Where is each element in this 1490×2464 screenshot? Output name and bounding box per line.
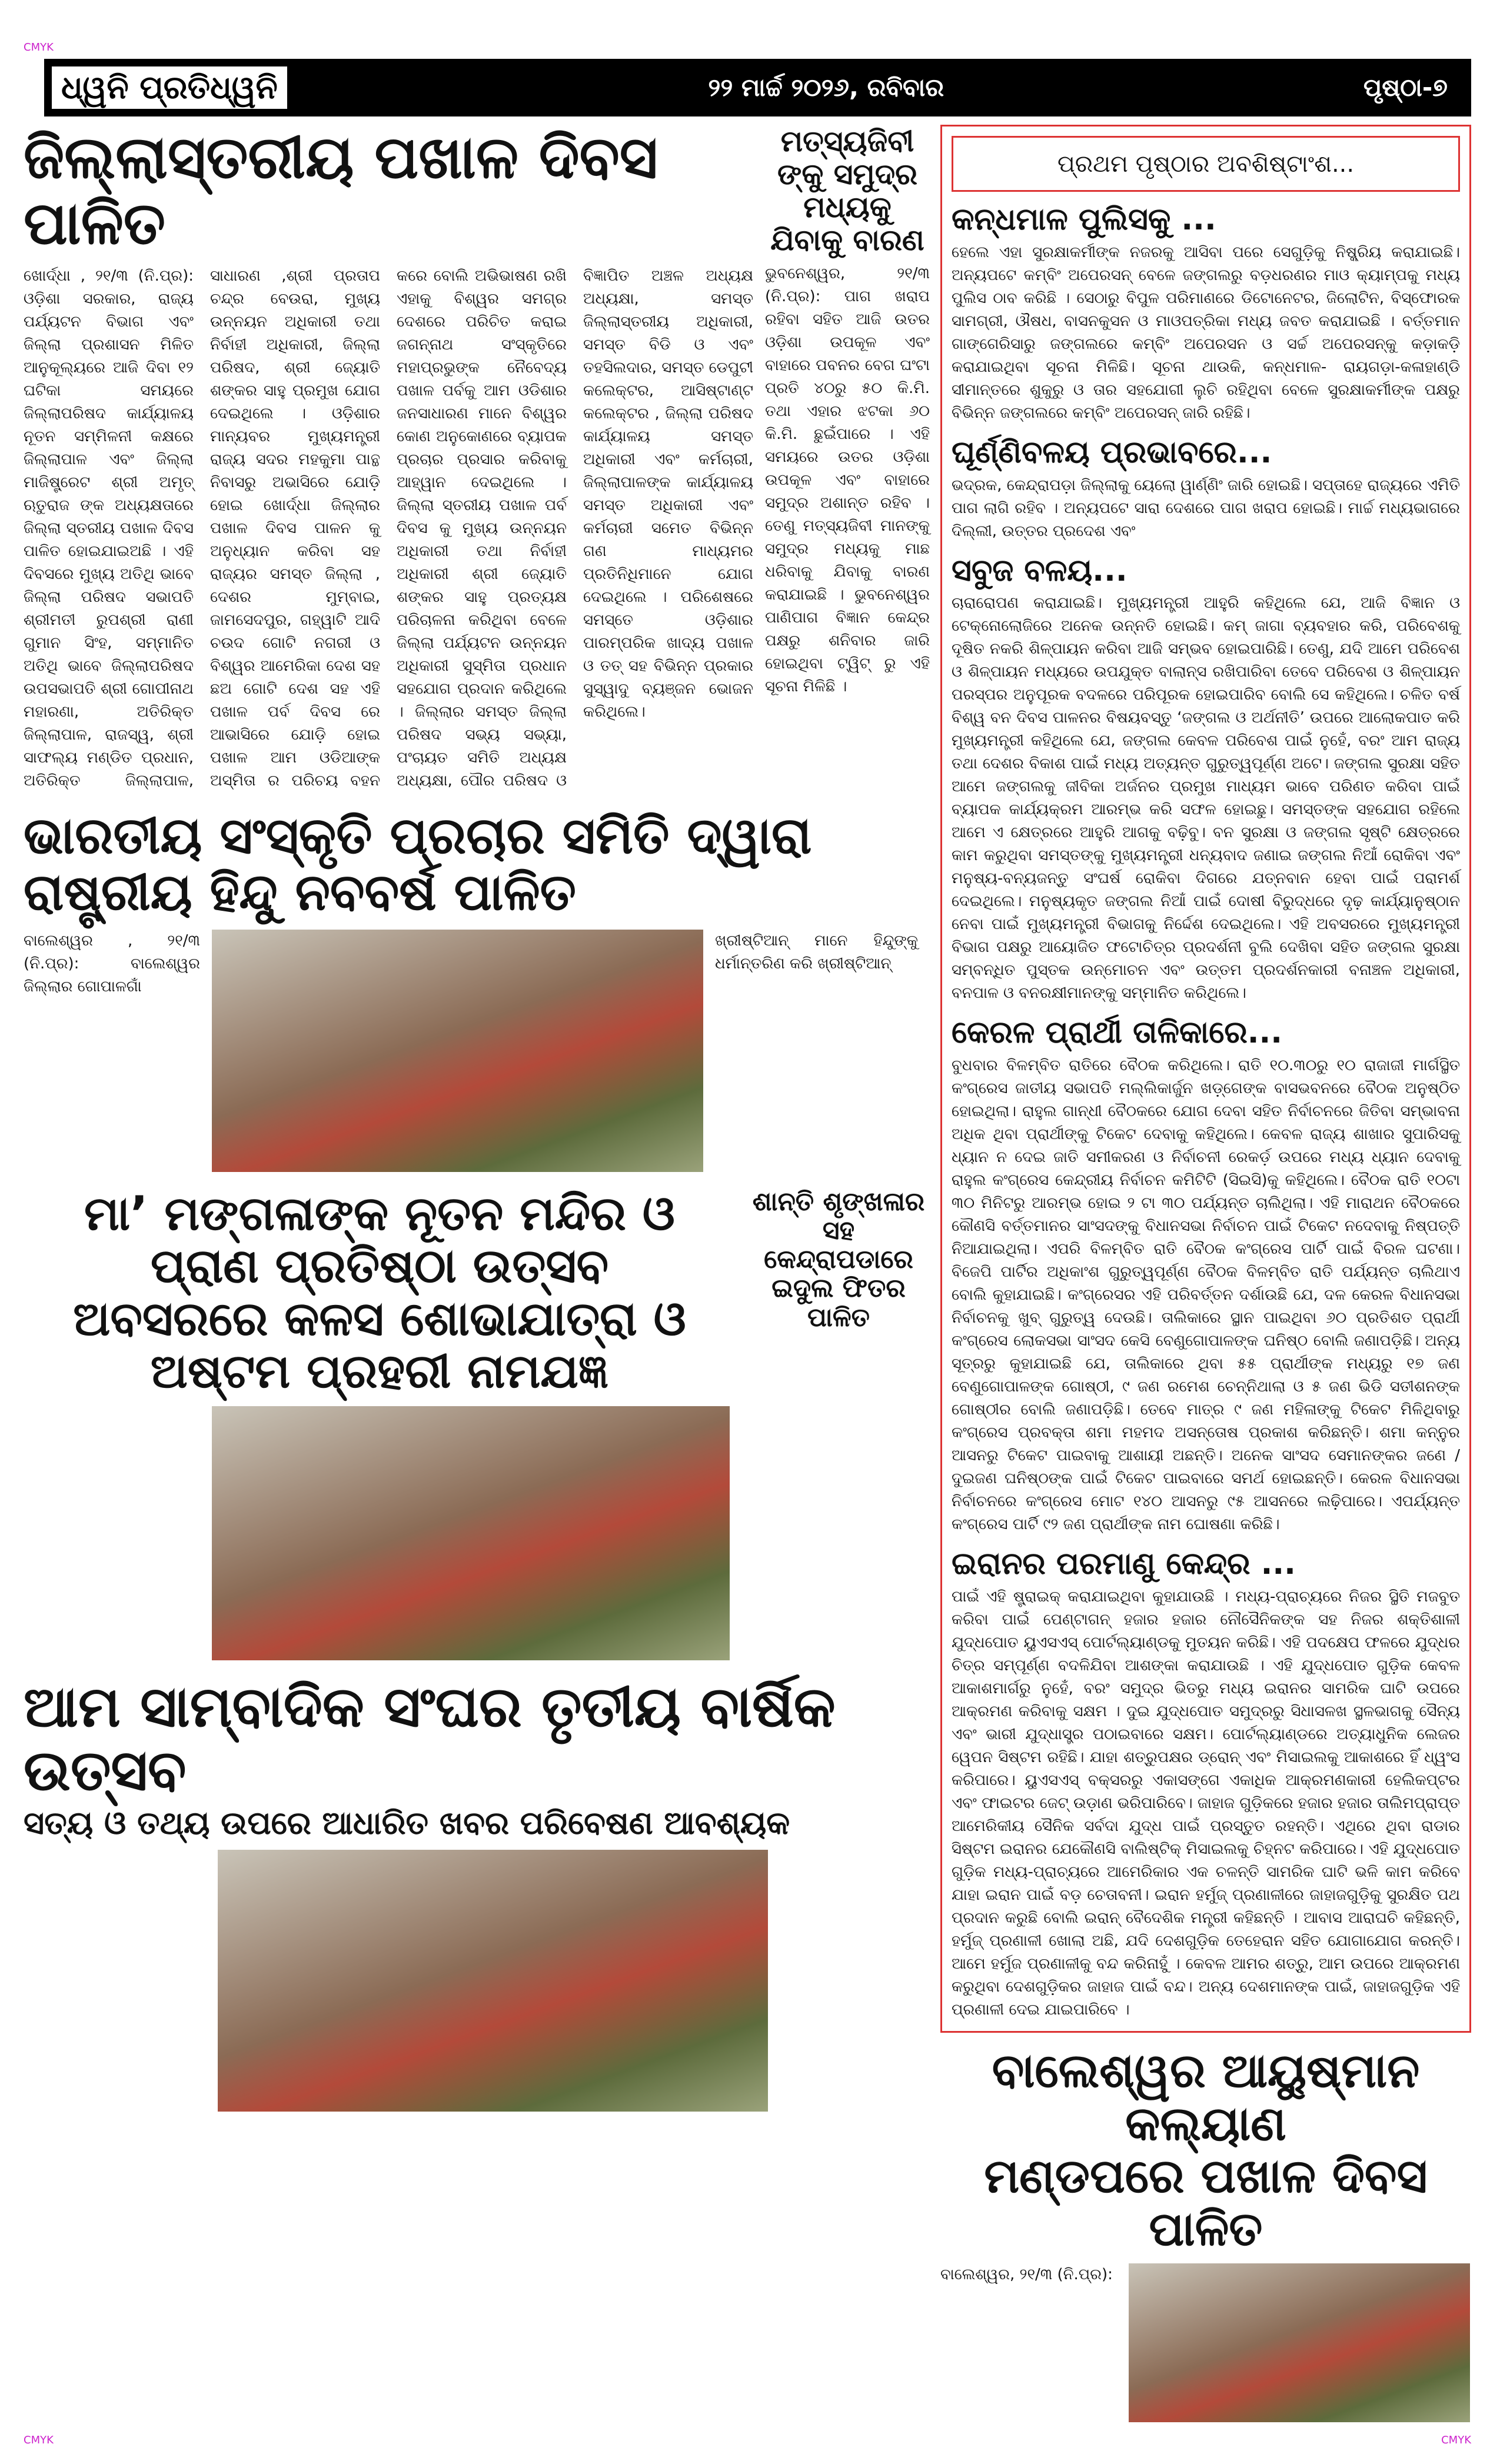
continued-body: ବୁଧବାର ବିଳମ୍ବିତ ରାତିରେ ବୈଠକ କରିଥିଲେ। ରାତି ୧୦.୩୦ରୁ ୧୦ ରାଜାଜୀ ମାର୍ଗସ୍ଥିତ କଂଗ୍ରେସ ଜାତୀୟ ସଭାପତି ମଲ୍ଲିକାର୍ଜୁନ ଖଡ଼୍‌ଗେଙ୍କ ବାସଭବନରେ ବୈଠକ ଅନୁଷ୍ଠିତ ହୋଇଥିଲା। ରାହୁଲ ଗାନ୍ଧୀ ବୈଠକରେ ଯୋଗ ଦେବା ସହିତ ନିର୍ବାଚନରେ ଜିତିବା ସମ୍ଭାବନା ଅଧିକ ଥିବା ପ୍ରାର୍ଥୀଙ୍କୁ ଟିକେଟ ଦେବାକୁ କହିଥିଲେ। କେବଳ ରାଜ୍ୟ ଶାଖାର ସୁପାରିସକୁ ଧ୍ୟାନ ନ ଦେଇ ଜାତି ସମୀକରଣ ଓ ନିର୍ବାଚନୀ ରେକର୍ଡ଼ ଉପରେ ମଧ୍ୟ ଧ୍ୟାନ ଦେବାକୁ ରାହୁଲ କଂଗ୍ରେସ କେନ୍ଦ୍ରୀୟ ନିର୍ବାଚନ କମିଟିଟି (ସିଇସି)କୁ କହିଥିଲେ। ବୈଠକ ରାତି ୧୦ଟା ୩୦ ମିନିଟରୁ ଆରମ୍ଭ ହୋଇ ୨ ଟା ୩୦ ପର୍ଯ୍ୟନ୍ତ ଚାଲିଥିଲା। ଏହି ମାରାଥନ ବୈଠକରେ କୌଣସି ବର୍ତ୍ତମାନର ସାଂସଦଙ୍କୁ ବିଧାନସଭା ନିର୍ବାଚନ ପାଇଁ ଟିକେଟ ନଦେବାକୁ ନିଷ୍ପତ୍ତି ନିଆଯାଇଥିଲା। ଏପରି ବିଳମ୍ବିତ ରାତି ବୈଠକ କଂଗ୍ରେସ ପାର୍ଟି ପାଇଁ ବିରଳ ଘଟଣା। ବିଜେପି ପାର୍ଟିର ଅଧିକାଂଶ ଗୁରୁତ୍ୱପୂର୍ଣ୍ଣ ବୈଠକ ବିଳମ୍ବିତ ରାତି ପର୍ଯ୍ୟନ୍ତ ଚାଲିଥାଏ ବୋଲି କୁହାଯାଇଛି। କଂଗ୍ରେସର ଏହି ପରିବର୍ତ୍ତନ ଦର୍ଶାଉଛି ଯେ, ଦଳ କେରଳ ବିଧାନସଭା ନିର୍ବାଚନକୁ ଖୁବ୍ ଗୁରୁତ୍ୱ ଦେଉଛି। ତାଲିକାରେ ସ୍ଥାନ ପାଇଥିବା ୬୦ ପ୍ରତିଶତ ପ୍ରାର୍ଥୀ କଂଗ୍ରେସ ଲୋକସଭା ସାଂସଦ କେସି ବେଣୁଗୋପାଳଙ୍କ ଘନିଷ୍ଠ ବୋଲି ଜଣାପଡ଼ିଛି। ଅନ୍ୟ ସୂତ୍ରରୁ କୁହାଯାଇଛି ଯେ, ତାଲିକାରେ ଥିବା ୫୫ ପ୍ରାର୍ଥୀଙ୍କ ମଧ୍ୟରୁ ୧୭ ଜଣ ବେଣୁଗୋପାଳଙ୍କ ଗୋଷ୍ଠୀ, ୯ ଜଣ ରମେଶ ଚେନ୍ନିଥାଲା ଓ ୫ ଜଣ ଭିଡି ସତୀଶନଙ୍କ ଗୋଷ୍ଠୀର ବୋଲି ଜଣାପଡ଼ିଛି। ତେବେ ମାତ୍ର ୯ ଜଣ ମହିଳାଙ୍କୁ ଟିକେଟ ମିଳିଥିବାରୁ କଂଗ୍ରେସ ପ୍ରବକ୍ତା ଶମା ମହମଦ ଅସନ୍ତୋଷ ପ୍ରକାଶ କରିଛନ୍ତି। ଶମା କନ୍ନୁର ଆସନରୁ ଟିକେଟ ପାଇବାକୁ ଆଶାୟୀ ଅଛନ୍ତି। ଅନେକ ସାଂସଦ ସେମାନଙ୍କର ଜଣେ /ଦୁଇଜଣ ଘନିଷ୍ଠଙ୍କ ପାଇଁ ଟିକେଟ ପାଇବାରେ ସମର୍ଥ ହୋଇଛନ୍ତି। କେରଳ ବିଧାନସଭା ନିର୍ବାଚନରେ କଂଗ୍ରେସ ମୋଟ ୧୪୦ ଆସନରୁ ୯୫ ଆସନରେ ଲଢ଼ିପାରେ। ଏପର୍ଯ୍ୟନ୍ତ କଂଗ୍ରେସ ପାର୍ଟି ୯୨ ଜଣ ପ୍ରାର୍ଥୀଙ୍କ ନାମ ଘୋଷଣା କରିଛି। — [952, 1057, 1460, 1534]
continued-headline: କନ୍ଧମାଳ ପୁଲିସକୁ ... — [952, 202, 1216, 237]
continued-title: ପ୍ରଥମ ପୃଷ୍ଠାର ଅବଶିଷ୍ଟାଂଶ... — [952, 136, 1460, 192]
page-number: ପୃଷ୍ଠା-୭ — [1363, 73, 1448, 102]
continued-item — [952, 1547, 1460, 2022]
headline-ayushman-1: ବାଲେଶ୍ୱର ଆୟୁଷ୍ମାନ କଲ୍ୟାଣ — [992, 2043, 1420, 2151]
headline-fishermen: ମତ୍ସ୍ୟଜିବୀଙ୍କୁ ସମୁଦ୍ର ମଧ୍ୟକୁ ଯିବାକୁ ବାରଣ — [770, 124, 924, 257]
masthead — [44, 59, 1471, 116]
continued-item — [952, 1015, 1460, 1536]
article-navavarsha-body: ବାଲେଶ୍ୱର , ୨୧/୩ (ନି.ପ୍ର): ବାଲେଶ୍ୱର ଜିଲ୍ଲାର ଗୋପାଳଗାଁ — [24, 931, 200, 995]
headline-navavarsha: ଭାରତୀୟ ସଂସ୍କୃତି ପ୍ରଚାର ସମିତି ଦ୍ୱାରା ରାଷ୍ଟ୍ରୀୟ ହିନ୍ଦୁ ନବବର୍ଷ ପାଳିତ — [24, 807, 812, 923]
photo-sangha-event — [218, 1850, 768, 2112]
photo-kalasa-procession — [212, 1406, 730, 1660]
left-section — [24, 125, 930, 2127]
continued-headline: କେରଳ ପ୍ରାର୍ଥୀ ତାଳିକାରେ... — [952, 1015, 1283, 1051]
continued-headline: ଇରାନର ପରମାଣୁ କେନ୍ଦ୍ର ... — [952, 1546, 1296, 1582]
headline-id: ଶାନ୍ତି ଶୃଙ୍ଖଳାର ସହ କେନ୍ଦ୍ରାପଡାରେ ଇଦୁଲ ଫିତର ପାଳିତ — [752, 1186, 925, 1333]
issue-date: ୨୨ ମାର୍ଚ୍ଚ ୨୦୨୬, ରବିବାର — [708, 73, 944, 102]
continued-headline: ଘୂର୍ଣ୍ଣିବଳୟ ପ୍ରଭାବରେ... — [952, 434, 1272, 470]
headline-mangala-2: ଅବସରରେ କଳସ ଶୋଭାଯାତ୍ରା ଓ ଅଷ୍ଟମ ପ୍ରହରୀ ନାମଯଜ୍ଞ — [73, 1291, 686, 1399]
continued-headline: ସବୁଜ ବଳୟ... — [952, 552, 1128, 588]
subheadline-sangha: ସତ୍ୟ ଓ ତଥ୍ୟ ଉପରେ ଆଧାରିତ ଖବର ପରିବେଷଣ ଆବଶ୍ୟକ — [24, 1804, 790, 1842]
headline-pakhala: ଜିଲ୍ଲାସ୍ତରୀୟ ପଖାଳ ଦିବସ ପାଳିତ — [24, 123, 658, 258]
article-ayushman — [940, 2045, 1471, 2422]
headline-mangala-1: ମା’ ମଙ୍ଗଳାଙ୍କ ନୂତନ ମନ୍ଦିର ଓ ପ୍ରାଣ ପ୍ରତିଷ୍ଠା ଉତ୍ସବ — [84, 1186, 675, 1294]
article-fishermen-body: ଭୁବନେଶ୍ୱର, ୨୧/୩ (ନି.ପ୍ର): ପାଗ ଖରାପ ରହିବା ସହିତ ଆଜି ଉତର ଓଡ଼ିଶା ଉପକୂଳ ଏବଂ ବାହାରେ ପବନର ବେଗ ଘଂଟା ପ୍ରତି ୪୦ରୁ ୫୦ କି.ମି. ତଥା ଏହାର ଝଟକା ୬୦ କି.ମି. ଛୁଇଁପାରେ । ଏହି ସମୟରେ ଉତର ଓଡ଼ିଶା ଉପକୂଳ ଏବଂ ବାହାରେ ସମୁଦ୍ର ଅଶାନ୍ତ ରହିବ । ତେଣୁ ମତ୍ସ୍ୟଜିବୀ ମାନଙ୍କୁ ସମୁଦ୍ର ମଧ୍ୟକୁ ମାଛ ଧରିବାକୁ ଯିବାକୁ ବାରଣ କରାଯାଇଛି । ଭୁବନେଶ୍ୱର ପାଣିପାଗ ବିଜ୍ଞାନ କେନ୍ଦ୍ର ପକ୍ଷରୁ ଶନିବାର ଜାରି ହୋଇଥିବା ଟ୍ୱିଟ୍ ରୁ ଏହି ସୂଚନା ମିଳିଛି । — [765, 265, 930, 695]
article-navavarsha-body-right: ଖ୍ରୀଷ୍ଟିଆନ୍ ମାନେ ହିନ୍ଦୁଙ୍କୁ ଧର୍ମାନ୍ତରିଣ କରି ଖ୍ରୀଷ୍ଟିଆନ୍ — [715, 931, 918, 973]
continued-item — [952, 202, 1460, 425]
article-mangala — [24, 1187, 736, 1660]
continued-item — [952, 435, 1460, 543]
continued-body: ହେଲେ ଏହା ସୁରକ୍ଷାକର୍ମୀଙ୍କ ନଜରକୁ ଆସିବା ପରେ ସେଗୁଡ଼ିକୁ ନିଷ୍କ୍ରିୟ କରାଯାଇଛି। ଅନ୍ୟପଟେ କମ୍ବିଂ ଅପେରସନ୍ ବେଳେ ଜଙ୍ଗଲରୁ ବଡ଼ଧରଣର ମାଓ କ୍ୟାମ୍ପକୁ ମଧ୍ୟ ପୁଲିସ ଠାବ କରିଛି । ସେଠାରୁ ବିପୁଳ ପରିମାଣରେ ଡିଟୋନେଟର, ଜିଲୋଟିନ, ବିସ୍ଫୋରକ ସାମଗ୍ରୀ, ଔଷଧ, ବାସନକୁସନ ଓ ମାଓପତ୍ରିକା ମଧ୍ୟ ଜବତ କରାଯାଇଛି । ବର୍ତ୍ତମାନ ଗାଙ୍ଗେରିସାରୁ ଜଙ୍ଗଲରେ କମ୍ବିଂ ଅପେରସନ ଓ ସର୍ଚ୍ଚ ଅପେରସନ୍‌କୁ କଡ଼ାକଡ଼ି କରାଯାଇଥିବା ସୂଚନା ମିଳିଛି। ସୂଚନା ଥାଉକି, କନ୍ଧମାଳ- ରାୟଗଡ଼ା-କଳାହାଣ୍ଡି ସୀମାନ୍ତରେ ଶୁକୁରୁ ଓ ତାର ସହଯୋଗୀ ଲୁଚି ରହିଥିବା ବେଳେ ସୁରକ୍ଷାକର୍ମୀଙ୍କ ପକ୍ଷରୁ ବିଭିନ୍ନ ଜଙ୍ଗଲରେ କମ୍ବିଂ ଅପେରସନ୍ ଜାରି ରହିଛି। — [952, 243, 1460, 422]
article-navavarsha — [24, 808, 930, 1172]
article-pakhala-body: ଖୋର୍ଦ୍ଧା , ୨୧/୩ (ନି.ପ୍ର): ଓଡ଼ିଶା ସରକାର, ରାଜ୍ୟ ପର୍ଯ୍ୟଟନ ବିଭାଗ ଏବଂ ଜିଲ୍ଲା ପ୍ରଶାସନ ମିଳିତ ଆନୁକୂଲ୍ୟରେ ଆଜି ଦିବା ୧୨ ଘଟିକା ସମୟରେ ଜିଲ୍ଲାପରିଷଦ କାର୍ଯ୍ୟାଳୟ ନୂତନ ସମ୍ମିଳନୀ କକ୍ଷରେ ଜିଲ୍ଲାପାଳ ଏବଂ ଜିଲ୍ଲା ମାଜିଷ୍ଟ୍ରେଟ ଶ୍ରୀ ଅମୃତ୍ ଋତୁରାଜ ଙ୍କ ଅଧ୍ୟକ୍ଷତାରେ ଜିଲ୍ଲା ସ୍ତରୀୟ ପଖାଳ ଦିବସ ପାଳିତ ହୋଇଯାଇଅଛି । ଏହି ଦିବସରେ ମୁଖ୍ୟ ଅତିଥି ଭାବେ ଜିଲ୍ଲା ପରିଷଦ ସଭାପତି ଶ୍ରୀମତୀ ରୁପଶ୍ରୀ ରାଣୀ ଗୁମାନ ସିଂହ, ସମ୍ମାନିତ ଅତିଥି ଭାବେ ଜିଲ୍ଲାପରିଷଦ ଉପସଭାପତି ଶ୍ରୀ ଗୋପୀନାଥ ମହାରଣା, ଅତିରିକ୍ତ ଜିଲ୍ଲାପାଳ, ରାଜସ୍ୱ, ଶ୍ରୀ ସାଫଲ୍ୟ ମଣ୍ଡିତ ପ୍ରଧାନ, ଅତିରିକ୍ତ ଜିଲ୍ଲାପାଳ, ସାଧାରଣ ,ଶ୍ରୀ ପ୍ରତାପ ଚନ୍ଦ୍ର ବେଉରା, ମୁଖ୍ୟ ଉନ୍ନୟନ ଅଧିକାରୀ ତଥା ନିର୍ବାହୀ ଅଧିକାରୀ, ଜିଲ୍ଲା ପରିଷଦ, ଶ୍ରୀ ଜ୍ୟୋତି ଶଙ୍କର ସାହୁ ପ୍ରମୁଖ ଯୋଗ ଦେଇଥିଲେ । ଓଡ଼ିଶାର ମାନ୍ୟବର ମୁଖ୍ୟମନ୍ତ୍ରୀ ରାଜ୍ୟ ସଦର ମହକୁମା ପାନ୍ଥ ନିବାସରୁ ଅଭାସିରେ ଯୋଡ଼ି ହୋଇ ଖୋର୍ଦ୍ଧା ଜିଲ୍ଲାର ପଖାଳ ଦିବସ ପାଳନ କୁ ଅନୁଧ୍ୟାନ କରିବା ସହ ରାଜ୍ୟର ସମସ୍ତ ଜିଲ୍ଲା , ଦେଶର ମୁମ୍ବାଇ, ଜାମସେଦପୁର, ଗହ୍ୱାଟି ଆଦି ଚଉଦ ଗୋଟି ନଗରୀ ଓ ବିଶ୍ୱର ଆମେରିକା ଦେଶ ସହ ଛଅ ଗୋଟି ଦେଶ ସହ ଏହି ପଖାଳ ପର୍ବ ଦିବସ ରେ ଆଭାସିରେ ଯୋଡ଼ି ହୋଇ ପଖାଳ ଆମ ଓଡିଆଙ୍କ ଅସ୍ମିତା ର ପରିଚୟ ବହନ କରେ ବୋଲି ଅଭିଭାଷଣ ରଖି ଏହାକୁ ବିଶ୍ୱର ସମଗ୍ର ଦେଶରେ ପରିଚିତ କରାଇ ଜଗନ୍ନାଥ ସଂସ୍କୃତିରେ ମହାପ୍ରଭୁଙ୍କ ନୈବେଦ୍ୟ ପଖାଳ ପର୍ବକୁ ଆମ ଓଡିଶାର ଜନସାଧାରଣ ମାନେ ବିଶ୍ୱର କୋଣ ଅନୁକୋଣରେ ବ୍ୟାପକ ପ୍ରଚାର ପ୍ରସାର କରିବାକୁ ଆହ୍ୱାନ ଦେଇଥିଲେ । ଜିଲ୍ଲା ସ୍ତରୀୟ ପଖାଳ ପର୍ବ ଦିବସ କୁ ମୁଖ୍ୟ ଉନ୍ନୟନ ଅଧିକାରୀ ତଥା ନିର୍ବାହୀ ଅଧିକାରୀ ଶ୍ରୀ ଜ୍ୟୋତି ଶଙ୍କର ସାହୁ ପ୍ରତ୍ୟକ୍ଷ ପରିଚାଳନା କରିଥିବା ବେଳେ ଜିଲ୍ଲା ପର୍ଯ୍ୟଟନ ଉନ୍ନୟନ ଅଧିକାରୀ ସୁସ୍ମିତା ପ୍ରଧାନ ସହଯୋଗ ପ୍ରଦାନ କରିଥିଲେ । ଜିଲ୍ଲାର ସମସ୍ତ ଜିଲ୍ଲା ପରିଷଦ ସଭ୍ୟ ସଭ୍ୟା, ପଂଚାୟତ ସମିତି ଅଧ୍ୟକ୍ଷ ଅଧ୍ୟକ୍ଷା, ପୌର ପରିଷଦ ଓ ବିଜ୍ଞାପିତ ଅଞ୍ଚଳ ଅଧ୍ୟକ୍ଷ ଅଧ୍ୟକ୍ଷା, ସମସ୍ତ ଜିଲ୍ଲାସ୍ତରୀୟ ଅଧିକାରୀ, ସମସ୍ତ ବିଡି ଓ ଏବଂ ତହସିଲଦାର, ସମସ୍ତ ଡେପୁଟୀ କଲେକ୍ଟର, ଆସିଷ୍ଟାଣ୍ଟ କଲେକ୍ଟର , ଜିଲ୍ଲା ପରିଷଦ କାର୍ଯ୍ୟାଳୟ ସମସ୍ତ ଅଧିକାରୀ ଏବଂ କର୍ମଚାରୀ, ଜିଲ୍ଲାପାଳଙ୍କ କାର୍ଯ୍ୟାଳୟ ସମସ୍ତ ଅଧିକାରୀ ଏବଂ କର୍ମଚାରୀ ସମେତ ବିଭିନ୍ନ ଗଣ ମାଧ୍ୟମର ପ୍ରତିନିଧିମାନେ ଯୋଗ ଦେଇଥିଲେ । ପରିଶେଷରେ ସମସ୍ତେ ଓଡ଼ିଶାର ପାରମ୍ପରିକ ଖାଦ୍ୟ ପଖାଳ ଓ ତତ୍ ସହ ବିଭିନ୍ନ ପ୍ରକାର ସୁସ୍ୱାଦୁ ବ୍ୟଞ୍ଜନ ଭୋଜନ କରିଥିଲେ। — [24, 267, 753, 790]
article-id — [747, 1187, 930, 1332]
continued-body: ଚାରାରୋପଣ କରାଯାଇଛି। ମୁଖ୍ୟମନ୍ତ୍ରୀ ଆହୁରି କହିଥିଲେ ଯେ, ଆଜି ବିଜ୍ଞାନ ଓ ଟେକ୍‌ନୋଲୋଜିରେ ଅନେକ ଉନ୍ନତି ହୋଇଛି। କମ୍ ଜାଗା ବ୍ୟବହାର କରି, ପରିବେଶକୁ ଦୂଷିତ ନକରି ଶିଳ୍ପାୟନ କରିବା ଆଜି ସମ୍ଭବ ହୋଇପାରିଛି। ତେଣୁ, ଯଦି ଆମେ ପରିବେଶ ଓ ଶିଳ୍ପାୟନ ମଧ୍ୟରେ ଉପଯୁକ୍ତ ବାଲାନ୍ସ ରଖିପାରିବା ତେବେ ପରିବେଶ ଓ ଶିଳ୍ପାୟନ ପରସ୍ପର ଅନୁପୂରକ ବଦଳରେ ପରିପୂରକ ହୋଇପାରିବ ବୋଲି ସେ କହିଥିଲେ। ଚଳିତ ବର୍ଷ ବିଶ୍ୱ ବନ ଦିବସ ପାଳନର ବିଷୟବସ୍ତୁ ‘ଜଙ୍ଗଲ ଓ ଅର୍ଥନୀତି’ ଉପରେ ଆଲୋକପାତ କରି ମୁଖ୍ୟମନ୍ତ୍ରୀ କହିଥିଲେ ଯେ, ଜଙ୍ଗଲ କେବଳ ପରିବେଶ ପାଇଁ ନୁହେଁ, ବରଂ ଆମ ରାଜ୍ୟ ତଥା ଦେଶର ବିକାଶ ପାଇଁ ମଧ୍ୟ ଅତ୍ୟନ୍ତ ଗୁରୁତ୍ୱପୂର୍ଣ୍ଣ ଅଟେ। ଜଙ୍ଗଲ ସୁରକ୍ଷା ସହିତ ଆମେ ଜଙ୍ଗଲକୁ ଜୀବିକା ଅର୍ଜନର ପ୍ରମୁଖ ମାଧ୍ୟମ ଭାବେ ପରିଣତ କରିବା ପାଇଁ ବ୍ୟାପକ କାର୍ଯ୍ୟକ୍ରମ ଆରମ୍ଭ କରି ସଫଳ ହୋଇଛୁ। ସମସ୍ତଙ୍କ ସହଯୋଗ ରହିଲେ ଆମେ ଏ କ୍ଷେତ୍ରରେ ଆହୁରି ଆଗକୁ ବଢ଼ିବୁ। ବନ ସୁରକ୍ଷା ଓ ଜଙ୍ଗଲ ସୃଷ୍ଟି କ୍ଷେତ୍ରରେ କାମ କରୁଥିବା ସମସ୍ତଙ୍କୁ ମୁଖ୍ୟମନ୍ତ୍ରୀ ଧନ୍ୟବାଦ ଜଣାଇ ଜଙ୍ଗଲ ନିଆଁ ରୋକିବା ଏବଂ ମନୁଷ୍ୟ-ବନ୍ୟଜନ୍ତୁ ସଂଘର୍ଷ ରୋକିବା ଦିଗରେ ଯତ୍ନବାନ ହେବା ପାଇଁ ପରାମର୍ଶ ଦେଇଥିଲେ। ମନୁଷ୍ୟକୃତ ଜଙ୍ଗଲ ନିଆଁ ପାଇଁ ଦୋଷୀ ବିରୁଦ୍ଧରେ ଦୃଢ଼ କାର୍ଯ୍ୟାନୁଷ୍ଠାନ ନେବା ପାଇଁ ମୁଖ୍ୟମନ୍ତ୍ରୀ ବିଭାଗକୁ ନିର୍ଦ୍ଦେଶ ଦେଇଥିଲେ। ଏହି ଅବସରରେ ମୁଖ୍ୟମନ୍ତ୍ରୀ ବିଭାଗ ପକ୍ଷରୁ ଆୟୋଜିତ ଫଟୋଚିତ୍ର ପ୍ରଦର୍ଶନୀ ବୁଲି ଦେଖିବା ସହିତ ଜଙ୍ଗଲ ସୁରକ୍ଷା ସମ୍ବନ୍ଧିତ ପୁସ୍ତକ ଉନ୍ମୋଚନ ଏବଂ ଉତ୍ତମ ପ୍ରଦର୍ଶନକାରୀ ବନାଞ୍ଚଳ ଅଧିକାରୀ, ବନପାଳ ଓ ବନରକ୍ଷୀମାନଙ୍କୁ ସମ୍ମାନିତ କରିଥିଲେ। — [952, 594, 1460, 1003]
registration-mark: CMYK — [24, 41, 54, 54]
registration-mark: CMYK — [1441, 2434, 1471, 2447]
article-sangha — [24, 1676, 930, 2112]
photo-navavarsha-event — [212, 930, 703, 1172]
registration-mark: CMYK — [24, 2434, 54, 2447]
continued-body: ଭଦ୍ରକ, କେନ୍ଦ୍ରାପଡ଼ା ଜିଲ୍ଲାକୁ ୟେଲୋ ୱାର୍ଣ୍ଣିଂ ଜାରି ହୋଇଛି। ସପ୍ତାହେ ରାଜ୍ୟରେ ଏମିତି ପାଗ ଲାଗି ରହିବ । ଅନ୍ୟପଟେ ସାରା ଦେଶରେ ପାଗ ଖରାପ ହୋଇଛି। ମାର୍ଚ୍ଚ ମଧ୍ୟଭାଗରେ ଦିଲ୍ଲୀ, ଉତ୍ତର ପ୍ରଦେଶ ଏବଂ — [952, 476, 1460, 540]
article-ayushman-dateline: ବାଲେଶ୍ୱର, ୨୧/୩ (ନି.ପ୍ର): — [940, 2266, 1113, 2284]
continued-body: ପାଇଁ ଏହି ଷ୍ଟ୍ରାଇକ୍ କରାଯାଇଥିବା କୁହାଯାଉଛି । ମଧ୍ୟ-ପ୍ରାଚ୍ୟରେ ନିଜର ସ୍ଥିତି ମଜବୁତ କରିବା ପାଇଁ ପେଣ୍ଟାଗନ୍ ହଜାର ହଜାର ନୌସୈନିକଙ୍କ ସହ ନିଜର ଶକ୍ତିଶାଳୀ ଯୁଦ୍ଧପୋତ ୟୁଏସଏସ୍ ପୋର୍ଟଲ୍ୟାଣ୍ଡକୁ ମୁତୟନ କରିଛି। ଏହି ପଦକ୍ଷେପ ଫଳରେ ଯୁଦ୍ଧର ଚିତ୍ର ସମ୍ପୂର୍ଣ୍ଣ ବଦଳିଯିବା ଆଶଙ୍କା କରାଯାଉଛି । ଏହି ଯୁଦ୍ଧପୋତ ଗୁଡ଼ିକ କେବଳ ଆକାଶମାର୍ଗରୁ ନୁହେଁ, ବରଂ ସମୁଦ୍ର ଭିତରୁ ମଧ୍ୟ ଇରାନର ସାମରିକ ଘାଟି ଉପରେ ଆକ୍ରମଣ କରିବାକୁ ସକ୍ଷମ । ଦୁଇ ଯୁଦ୍ଧପୋତ ସମୁଦ୍ରରୁ ସିଧାସଳଖ ସ୍ଥଳଭାଗକୁ ସୈନ୍ୟ ଏବଂ ଭାରୀ ଯୁଦ୍ଧାସ୍ତ୍ର ପଠାଇବାରେ ସକ୍ଷମ। ପୋର୍ଟଲ୍ୟାଣ୍ଡରେ ଅତ୍ୟାଧୁନିକ ଲେଜର ୱେପନ ସିଷ୍ଟମ ରହିଛି। ଯାହା ଶତ୍ରୁପକ୍ଷର ଡ୍ରୋନ୍ ଏବଂ ମିସାଇଲକୁ ଆକାଶରେ ହିଁ ଧ୍ୱଂସ କରିପାରେ। ୟୁଏସଏସ୍ ବକ୍ସରରୁ ଏକାସଙ୍ଗେ ଏକାଧିକ ଆକ୍ରମଣକାରୀ ହେଲିକପ୍ଟର ଏବଂ ଫାଇଟର ଜେଟ୍ ଉଡ଼ାଣ ଭରିପାରିବେ। ଜାହାଜ ଗୁଡ଼ିକରେ ହଜାର ହଜାର ତାଲିମପ୍ରାପ୍ତ ଆମେରିକୀୟ ସୈନିକ ସର୍ବଦା ଯୁଦ୍ଧ ପାଇଁ ପ୍ରସ୍ତୁତ ରହନ୍ତି। ଏଥିରେ ଥିବା ରାଡାର ସିଷ୍ଟମ ଇରାନର ଯେକୌଣସି ବାଲିଷ୍ଟିକ୍ ମିସାଇଲକୁ ଚିହ୍ନଟ କରିପାରେ। ଏହି ଯୁଦ୍ଧପୋତ ଗୁଡ଼ିକ ମଧ୍ୟ-ପ୍ରାଚ୍ୟରେ ଆମେରିକାର ଏକ ଚଳନ୍ତି ସାମରିକ ଘାଟି ଭଳି କାମ କରିବେ ଯାହା ଇରାନ ପାଇଁ ବଡ଼ ଚେତାବନୀ। ଇରାନ ହର୍ମୁଜ୍ ପ୍ରଣାଳୀରେ ଜାହାଜଗୁଡ଼ିକୁ ସୁରକ୍ଷିତ ପଥ ପ୍ରଦାନ କରୁଛି ବୋଲି ଇରାନ୍ ବୈଦେଶିକ ମନ୍ତ୍ରୀ କହିଛନ୍ତି । ଆବାସ ଆରାଘଚି କହିଛନ୍ତି, ହର୍ମୁଜ୍ ପ୍ରଣାଳୀ ଖୋଲା ଅଛି, ଯଦି ଦେଶଗୁଡ଼ିକ ତେହେରାନ ସହିତ ଯୋଗାଯୋଗ କରନ୍ତି। ଆମେ ହର୍ମୁଜ ପ୍ରଣାଳୀକୁ ବନ୍ଦ କରିନାହୁଁ । କେବଳ ଆମର ଶତ୍ରୁ, ଆମ ଉପରେ ଆକ୍ରମଣ କରୁଥିବା ଦେଶଗୁଡ଼ିକର ଜାହାଜ ପାଇଁ ବନ୍ଦ। ଅନ୍ୟ ଦେଶମାନଙ୍କ ପାଇଁ, ଜାହାଜଗୁଡ଼ିକ ଏହି ପ୍ରଣାଳୀ ଦେଇ ଯାଇପାରିବେ । — [952, 1587, 1460, 2019]
newspaper-logo: ଧ୍ୱନି ପ୍ରତିଧ୍ୱନି — [50, 65, 289, 111]
article-pakhala — [24, 125, 753, 793]
right-section — [940, 125, 1471, 2422]
headline-ayushman-2: ମଣ୍ଡପରେ ପଖାଳ ଦିବସ ପାଳିତ — [984, 2149, 1428, 2256]
article-fishermen — [765, 125, 930, 698]
continued-from-front-page-box — [940, 125, 1471, 2033]
photo-ayushman-event — [1129, 2263, 1470, 2422]
headline-sangha: ଆମ ସାମ୍ବାଦିକ ସଂଘର ତୃତୀୟ ବାର୍ଷିକ ଉତ୍ସବ — [24, 1674, 836, 1803]
continued-item — [952, 554, 1460, 1005]
